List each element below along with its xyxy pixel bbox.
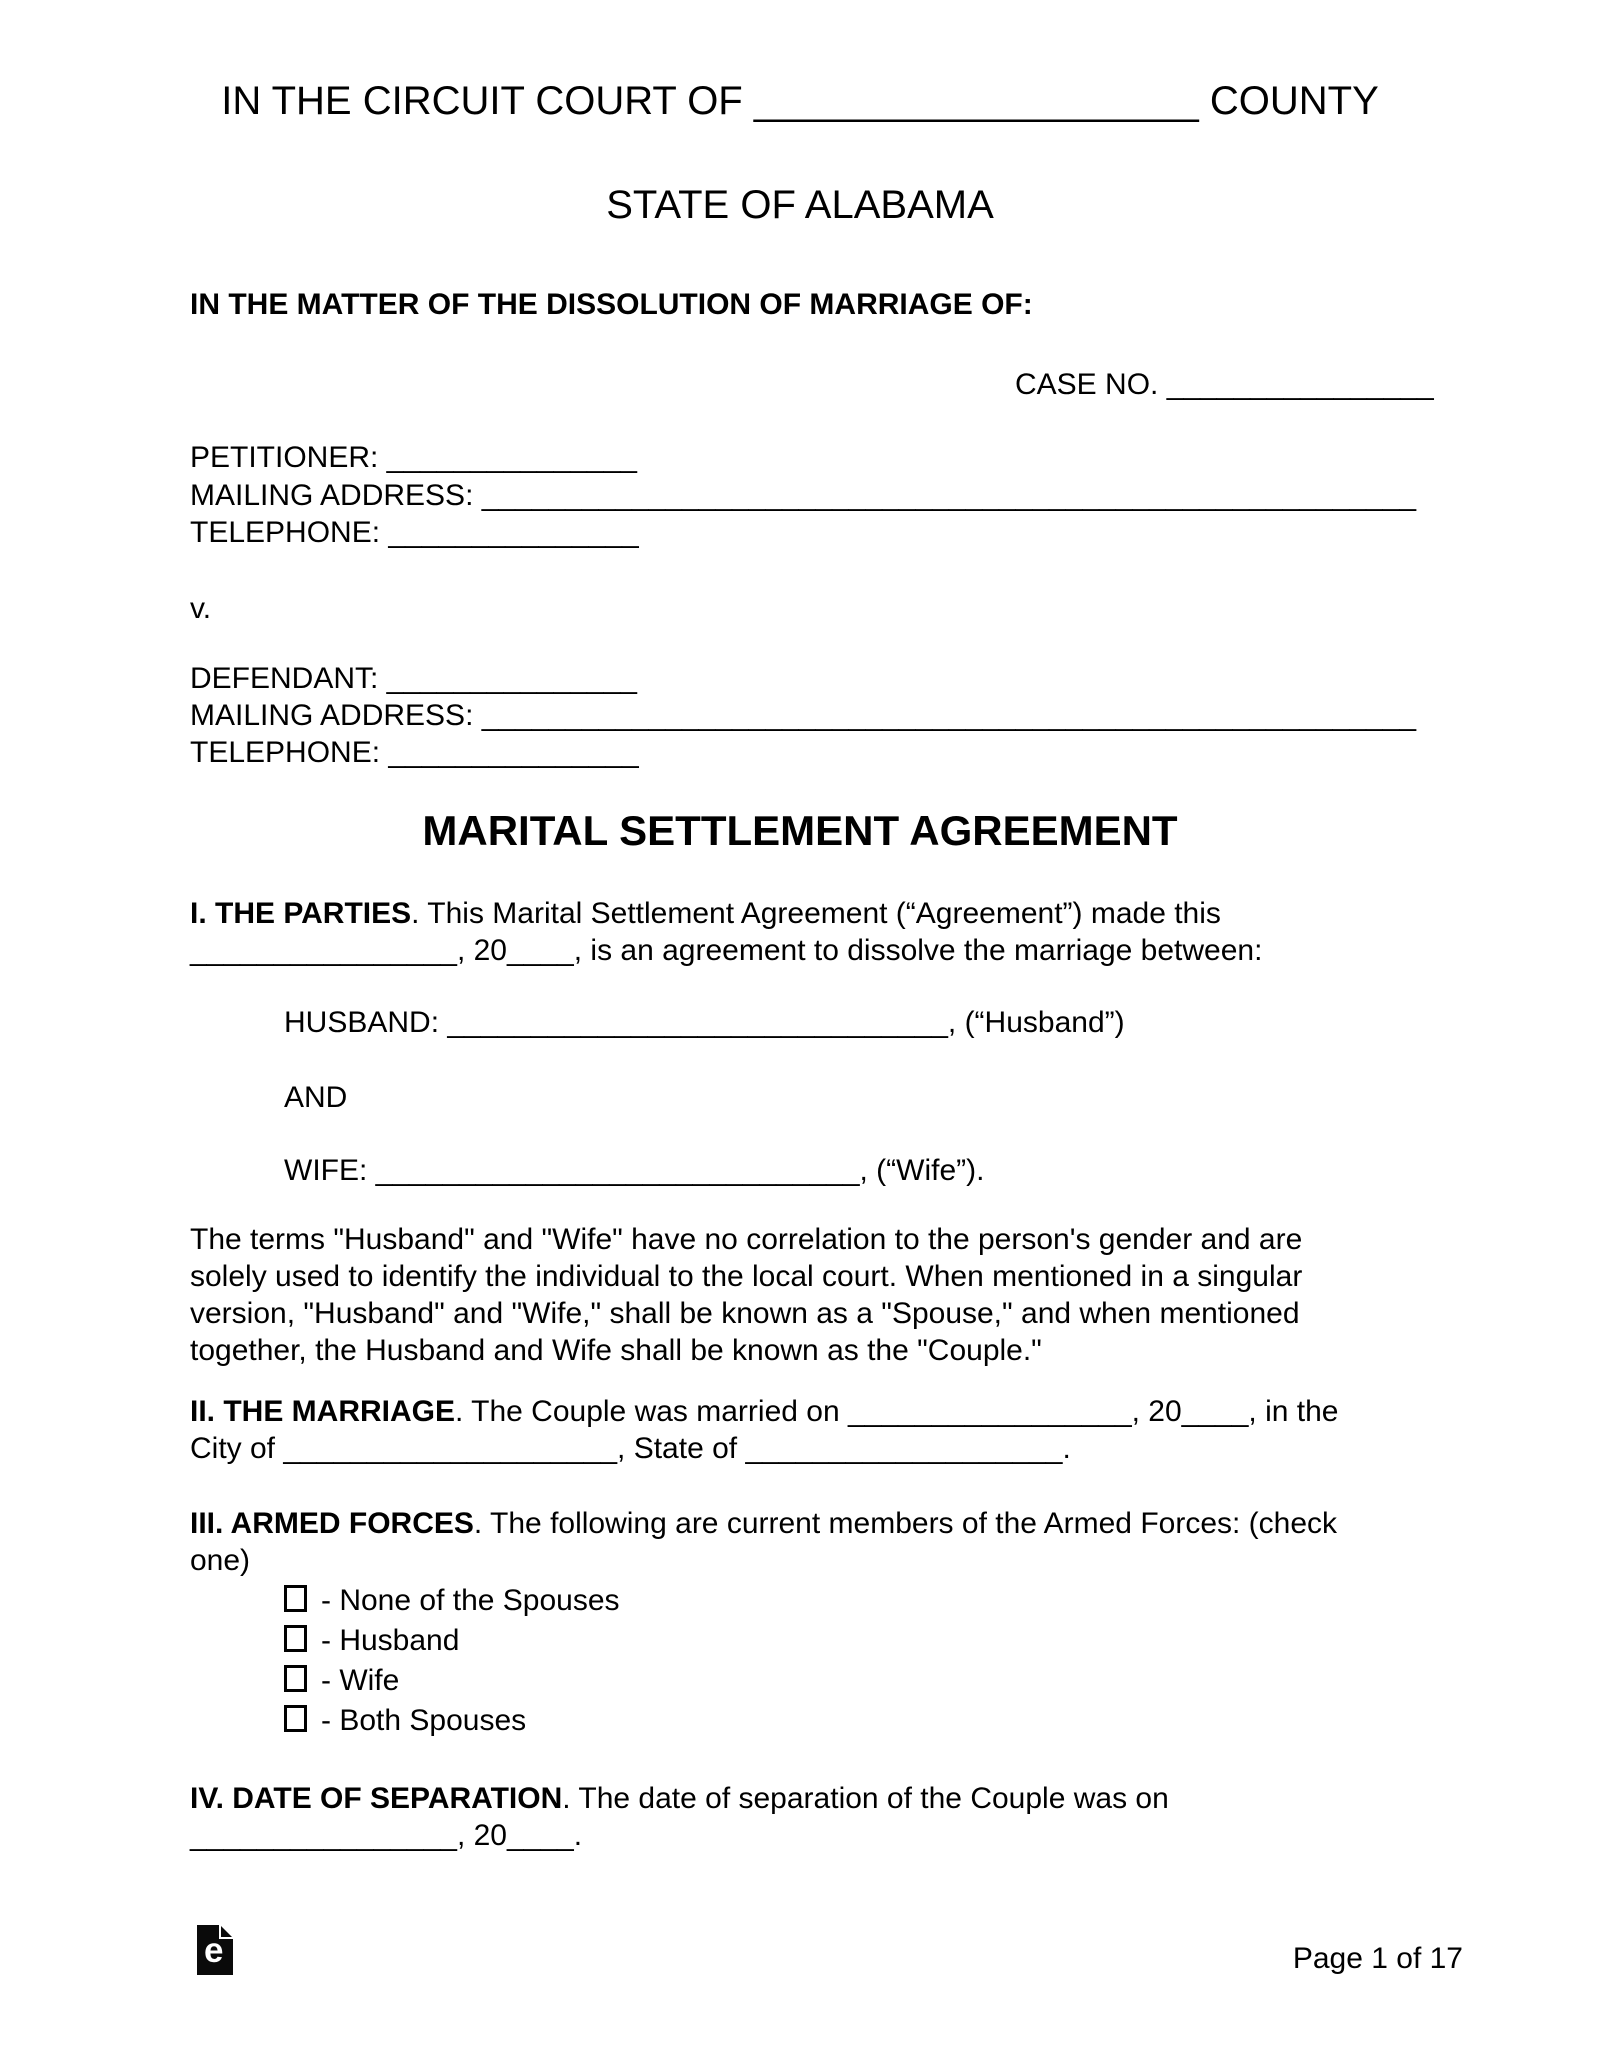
section-4-text: . The date of separation of the Couple was on ________________, 20____. bbox=[190, 1782, 1169, 1852]
case-number-line: CASE NO. ________________ bbox=[1015, 368, 1434, 401]
versus-line: v. bbox=[190, 592, 212, 625]
logo-letter: e bbox=[204, 1931, 224, 1970]
checkbox-icon[interactable] bbox=[284, 1665, 307, 1692]
section-2-label: II. THE MARRIAGE bbox=[190, 1395, 456, 1428]
armed-forces-option-label: - Husband bbox=[321, 1624, 460, 1657]
petitioner-block bbox=[190, 439, 1430, 552]
document-title: MARITAL SETTLEMENT AGREEMENT bbox=[422, 807, 1178, 854]
armed-forces-option-label: - Both Spouses bbox=[321, 1704, 527, 1737]
and-line: AND bbox=[284, 1081, 348, 1114]
section-3-paragraph bbox=[190, 1505, 1430, 1579]
defendant-name-line: DEFENDANT: _______________ bbox=[190, 662, 637, 695]
armed-forces-option-label: - Wife bbox=[321, 1664, 400, 1697]
armed-forces-option-label: - None of the Spouses bbox=[321, 1584, 620, 1617]
armed-forces-option bbox=[284, 1701, 1524, 1741]
armed-forces-option bbox=[284, 1661, 1524, 1701]
armed-forces-option bbox=[284, 1621, 1524, 1661]
court-header-line: IN THE CIRCUIT COURT OF ____________________ COUNTY bbox=[221, 79, 1379, 123]
checkbox-icon[interactable] bbox=[284, 1625, 307, 1652]
section-1-text: . This Marital Settlement Agreement (“Agreement”) made this ________________, 20____, is an agreement to dissolve the marriage between: bbox=[190, 897, 1263, 967]
defendant-phone-line: TELEPHONE: _______________ bbox=[190, 736, 639, 769]
eforms-logo-icon bbox=[197, 1925, 233, 1975]
matter-line: IN THE MATTER OF THE DISSOLUTION OF MARRIAGE OF: bbox=[190, 288, 1033, 321]
section-1-label: I. THE PARTIES bbox=[190, 897, 412, 930]
page-number: Page 1 of 17 bbox=[1292, 1942, 1463, 1975]
section-2-text: . The Couple was married on _________________, 20____, in the City of ____________________, State of ___________________. bbox=[190, 1395, 1339, 1465]
section-1-paragraph bbox=[190, 895, 1430, 969]
checkbox-icon[interactable] bbox=[284, 1705, 307, 1732]
husband-line: HUSBAND: ______________________________, (“Husband”) bbox=[284, 1006, 1125, 1039]
petitioner-phone-line: TELEPHONE: _______________ bbox=[190, 516, 639, 549]
defendant-address-line: MAILING ADDRESS: ________________________________________________________ bbox=[190, 699, 1417, 732]
section-4-paragraph bbox=[190, 1780, 1430, 1854]
petitioner-name-line: PETITIONER: _______________ bbox=[190, 441, 637, 474]
checkbox-icon[interactable] bbox=[284, 1585, 307, 1612]
armed-forces-option bbox=[284, 1581, 1524, 1621]
wife-line: WIFE: _____________________________, (“Wife”). bbox=[284, 1154, 985, 1187]
defendant-block bbox=[190, 660, 1430, 771]
petitioner-address-line: MAILING ADDRESS: ________________________________________________________ bbox=[190, 478, 1417, 512]
section-3-label: III. ARMED FORCES bbox=[190, 1507, 474, 1540]
section-2-paragraph bbox=[190, 1393, 1430, 1467]
state-header-line: STATE OF ALABAMA bbox=[606, 183, 994, 227]
section-4-label: IV. DATE OF SEPARATION bbox=[190, 1782, 563, 1815]
armed-forces-options bbox=[190, 1581, 1524, 1741]
terms-paragraph: The terms "Husband" and "Wife" have no correlation to the person's gender and are solely used to identify the individual to the local court. When mentioned in a singular version, "Husband" and "Wife," shall be known as a "Spouse," and when mentioned together, the Husband and Wife shall be known as the "Couple." bbox=[190, 1223, 1303, 1367]
section-3-text: . The following are current members of the Armed Forces: (check one) bbox=[190, 1507, 1338, 1577]
